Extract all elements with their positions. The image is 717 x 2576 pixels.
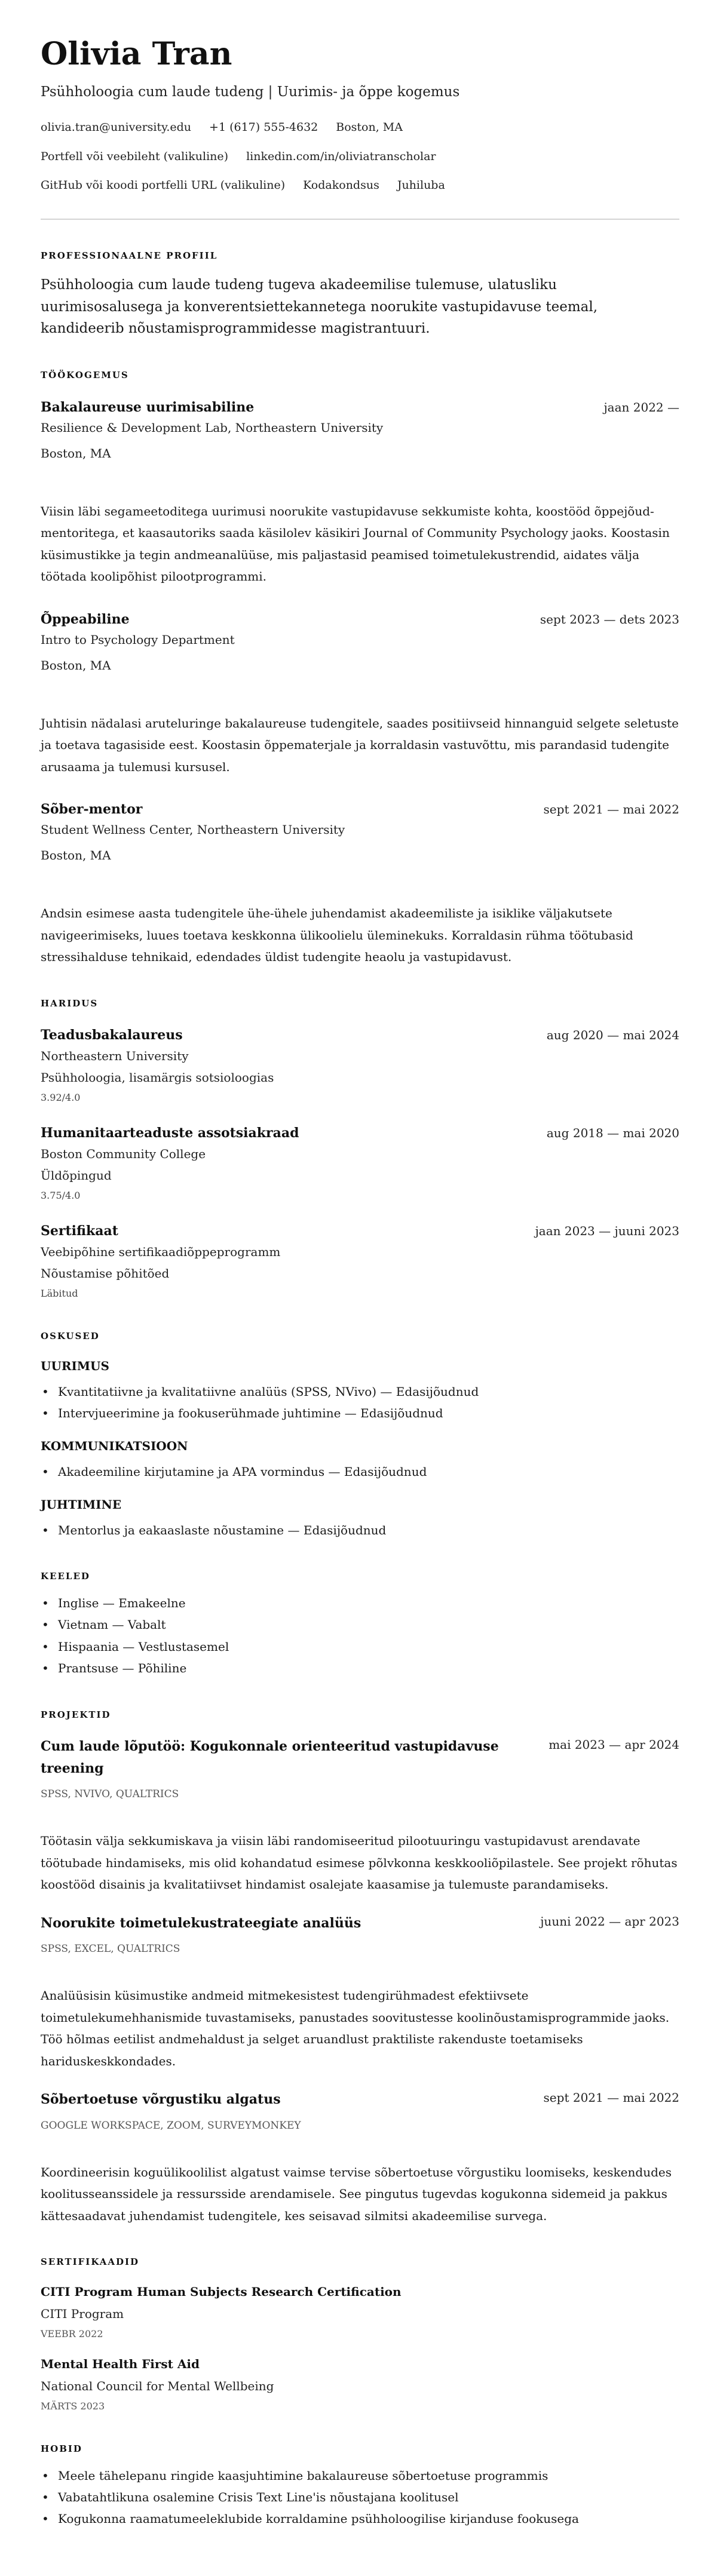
skills-section <box>41 1330 679 1541</box>
experience-section <box>41 369 679 968</box>
bullet-icon: • <box>42 1617 49 1632</box>
certification-entry <box>41 2283 679 2341</box>
education-header <box>41 1026 679 1044</box>
contact-info <box>41 118 679 194</box>
bullet-icon: • <box>42 2511 49 2526</box>
project-tech: SPSS, EXCEL, QUALTRICS <box>41 1943 180 1955</box>
project-header <box>41 1736 679 1780</box>
contact-item: Kodakondsus <box>303 179 379 192</box>
school: Veebipõhine sertifikaadiõppeprogramm <box>41 1244 281 1259</box>
skill-category: UURIMUS <box>41 1358 109 1373</box>
degree: Teadusbakalaureus <box>41 1027 183 1043</box>
skill-category: JUHTIMINE <box>41 1497 122 1512</box>
education-dates: jaan 2023 — juuni 2023 <box>535 1223 679 1238</box>
section-heading: TÖÖKOGEMUS <box>41 369 129 380</box>
project-description: Töötasin välja sekkumiskava ja viisin läbi randomiseeritud pilootuuringu vastupidavust arendavate töötubade hindamiseks, mis olid kohandatud esimese põlvkonna keskkooliõpilastele. See projekt rõhutas koostööd disainis ja kvalitatiivset hindamist osalejate kaasamise ja tulemuste parandamiseks. <box>41 1834 678 1892</box>
field-of-study: Psühholoogia, lisamärgis sotsioloogias <box>41 1070 274 1085</box>
bullet-icon: • <box>42 2490 49 2504</box>
skill-category: KOMMUNIKATSIOON <box>41 1438 188 1453</box>
school: Boston Community College <box>41 1146 206 1161</box>
list-item <box>41 2486 679 2508</box>
section-heading: SERTIFIKAADID <box>41 2256 140 2267</box>
list-item <box>41 1657 679 1680</box>
certification-title: CITI Program Human Subjects Research Certification <box>41 2285 402 2299</box>
certification-date: MÄRTS 2023 <box>41 2400 105 2412</box>
list-item <box>41 2508 679 2529</box>
project-description: Koordineerisin koguülikoolilist algatust vaimse tervise sõbertoetuse võrgustiku loomiseks, keskendudes koolitusseanssidele ja ressursside arendamisele. See pingutus tugevdas kogukonna sidemeid ja pakkus kättesaadavat juhendamist tudengitele, kes seisavad silmitsi akadeemilise survega. <box>41 2164 672 2223</box>
hobbies-section <box>41 2443 679 2529</box>
contact-row <box>41 176 679 194</box>
project-entry <box>41 1736 679 1896</box>
project-header <box>41 2089 679 2111</box>
project-entry <box>41 2089 679 2227</box>
field-of-study: Nõustamise põhitõed <box>41 1266 170 1281</box>
section-heading: PROFESSIONAALNE PROFIIL <box>41 250 218 261</box>
job-title: Sõber-mentor <box>41 802 143 817</box>
contact-item: Juhiluba <box>397 179 445 192</box>
project-title: Sõbertoetuse võrgustiku algatus <box>41 2092 281 2107</box>
section-heading: OSKUSED <box>41 1330 100 1341</box>
education-note: 3.92/4.0 <box>41 1091 81 1103</box>
section-heading: PROJEKTID <box>41 1709 111 1720</box>
candidate-name: Olivia Tran <box>41 36 232 72</box>
job-dates: sept 2023 — dets 2023 <box>540 612 679 627</box>
hobbies-list <box>41 2465 679 2529</box>
job-dates: jaan 2022 — <box>603 400 679 415</box>
list-item <box>41 1461 679 1482</box>
education-section <box>41 997 679 1301</box>
profile-text: Psühholoogia cum laude tudeng tugeva akadeemilise tulemuse, ulatusliku uurimisosalusega ja konverentsiettekannetega noorukite vastupidavuse teemal, kandideerib nõustamisprogrammidesse magistrantuuri. <box>41 277 598 336</box>
bullet-icon: • <box>42 2468 49 2483</box>
project-dates: mai 2023 — apr 2024 <box>549 1737 679 1752</box>
list-item <box>41 1381 679 1402</box>
certification-issuer: CITI Program <box>41 2307 124 2321</box>
job-header <box>41 398 679 416</box>
school: Northeastern University <box>41 1048 189 1063</box>
list-item <box>41 1636 679 1658</box>
job-entry <box>41 800 679 968</box>
section-heading: HARIDUS <box>41 997 99 1009</box>
bullet-icon: • <box>42 1595 49 1610</box>
contact-item: linkedin.com/in/oliviatranscholar <box>246 150 436 163</box>
job-entry <box>41 398 679 588</box>
field-of-study: Üldõpingud <box>41 1168 112 1183</box>
bullet-icon: • <box>42 1464 49 1479</box>
list-item-text: Meele tähelepanu ringide kaasjuhtimine bakalaureuse sõbertoetuse programmis <box>58 2468 549 2483</box>
project-dates: sept 2021 — mai 2022 <box>543 2090 679 2105</box>
degree: Sertifikaat <box>41 1223 118 1239</box>
degree: Humanitaarteaduste assotsiakraad <box>41 1125 299 1141</box>
list-item-text: Vabatahtlikuna osalemine Crisis Text Line'is nõustajana koolitusel <box>58 2490 459 2504</box>
list-item-text: Intervjueerimine ja fookuserühmade juhtimine — Edasijõudnud <box>58 1405 443 1420</box>
contact-item: olivia.tran@university.edu <box>41 121 192 134</box>
education-dates: aug 2020 — mai 2024 <box>546 1027 679 1042</box>
job-entry <box>41 610 679 778</box>
list-item-text: Kvantitatiivne ja kvalitatiivne analüüs (SPSS, NVivo) — Edasijõudnud <box>58 1384 479 1399</box>
project-entry <box>41 1912 679 2073</box>
skill-list <box>41 1381 679 1424</box>
list-item-text: Prantsuse — Põhiline <box>58 1661 187 1675</box>
job-header <box>41 800 679 818</box>
list-item <box>41 2465 679 2486</box>
project-tech: SPSS, NVIVO, QUALTRICS <box>41 1788 179 1800</box>
job-company: Intro to Psychology Department <box>41 632 235 647</box>
header-divider <box>41 219 679 220</box>
contact-item: +1 (617) 555-4632 <box>209 121 318 134</box>
contact-row <box>41 118 679 136</box>
skill-list <box>41 1461 679 1482</box>
project-description: Analüüsisin küsimustike andmeid mitmekesistest tudengirühmadest efektiivsete toimetulekumehhanismide tuvastamiseks, panustades soovitustesse koolinõustamisprogrammide jaoks. Töö hõlmas eetilist andmehaldust ja selget aruandlust praktiliste rakenduste toetamiseks hariduskeskkondades. <box>41 1988 670 2068</box>
contact-item: Boston, MA <box>336 121 403 134</box>
bullet-icon: • <box>42 1405 49 1420</box>
list-item <box>41 1592 679 1614</box>
project-dates: juuni 2022 — apr 2023 <box>540 1914 679 1929</box>
certification-date: VEEBR 2022 <box>41 2328 103 2339</box>
education-note: Läbitud <box>41 1287 78 1299</box>
list-item-text: Hispaania — Vestlustasemel <box>58 1639 229 1654</box>
skill-list <box>41 1519 679 1541</box>
job-location: Boston, MA <box>41 658 111 673</box>
certification-title: Mental Health First Aid <box>41 2357 200 2371</box>
education-header <box>41 1222 679 1240</box>
education-entry <box>41 1124 679 1203</box>
list-item-text: Kogukonna raamatumeeleklubide korraldamine psühholoogilise kirjanduse fookusega <box>58 2511 579 2526</box>
project-header <box>41 1912 679 1935</box>
section-heading: HOBID <box>41 2443 82 2454</box>
profile-section <box>41 250 679 340</box>
list-item-text: Inglise — Emakeelne <box>58 1595 186 1610</box>
list-item <box>41 1402 679 1424</box>
education-header <box>41 1124 679 1142</box>
list-item <box>41 1519 679 1541</box>
languages-list <box>41 1592 679 1680</box>
bullet-icon: • <box>42 1639 49 1654</box>
bullet-icon: • <box>42 1661 49 1675</box>
bullet-icon: • <box>42 1384 49 1399</box>
job-header <box>41 610 679 628</box>
list-item-text: Mentorlus ja eakaaslaste nõustamine — Edasijõudnud <box>58 1522 387 1537</box>
job-location: Boston, MA <box>41 848 111 862</box>
job-title: Bakalaureuse uurimisabiline <box>41 399 255 415</box>
languages-section <box>41 1570 679 1680</box>
job-company: Resilience & Development Lab, Northeastern University <box>41 420 384 435</box>
job-description: Viisin läbi segameetoditega uurimusi noorukite vastupidavuse sekkumiste kohta, koostööd õppejõud-mentoritega, et kaasautoriks saada käsilolev käsikiri Journal of Community Psychology jaoks. Koostasin küsimustikke ja tegin andmeanalüüse, mis paljastasid peamised toimetulekustrendid, aidates välja töötada koolipõhist pilootprogrammi. <box>41 503 670 584</box>
job-dates: sept 2021 — mai 2022 <box>543 802 679 816</box>
project-title: Cum laude lõputöö: Kogukonnale orienteeritud vastupidavuse treening <box>41 1738 499 1776</box>
section-heading: KEELED <box>41 1570 90 1582</box>
contact-item: Portfell või veebileht (valikuline) <box>41 150 229 163</box>
contact-row <box>41 148 679 165</box>
project-tech: GOOGLE WORKSPACE, ZOOM, SURVEYMONKEY <box>41 2119 301 2132</box>
projects-section <box>41 1709 679 2227</box>
certifications-section <box>41 2256 679 2414</box>
list-item <box>41 1614 679 1636</box>
certification-entry <box>41 2355 679 2414</box>
contact-item: GitHub või koodi portfelli URL (valikuline) <box>41 179 286 192</box>
list-item-text: Vietnam — Vabalt <box>58 1617 166 1632</box>
education-note: 3.75/4.0 <box>41 1189 81 1201</box>
job-location: Boston, MA <box>41 446 111 460</box>
job-company: Student Wellness Center, Northeastern University <box>41 822 345 837</box>
education-entry <box>41 1222 679 1301</box>
headline: Psühholoogia cum laude tudeng | Uurimis- ja õppe kogemus <box>41 84 460 100</box>
bullet-icon: • <box>42 1522 49 1537</box>
job-title: Õppeabiline <box>41 611 130 627</box>
job-description: Juhtisin nädalasi aruteluringe bakalaureuse tudengitele, saades positiivseid hinnanguid selgete seletuste ja toetava tagasiside eest. Koostasin õppematerjale ja korraldasin vastuvõttu, mis parandasid tudengite arusaama ja tulemusi kursusel. <box>41 716 679 774</box>
education-dates: aug 2018 — mai 2020 <box>546 1125 679 1140</box>
list-item-text: Akadeemiline kirjutamine ja APA vormindus — Edasijõudnud <box>58 1464 427 1479</box>
job-description: Andsin esimese aasta tudengitele ühe-ühele juhendamist akadeemiliste ja isiklike väljakutsete navigeerimiseks, luues toetava keskkonna ülikoolielu üleminekuks. Korraldasin rühma töötubasid stressihalduse tehnikaid, edendades üldist tudengite heaolu ja vastupidavust. <box>41 906 633 964</box>
project-title: Noorukite toimetulekustrateegiate analüüs <box>41 1915 361 1931</box>
education-entry <box>41 1026 679 1105</box>
certification-issuer: National Council for Mental Wellbeing <box>41 2379 274 2393</box>
